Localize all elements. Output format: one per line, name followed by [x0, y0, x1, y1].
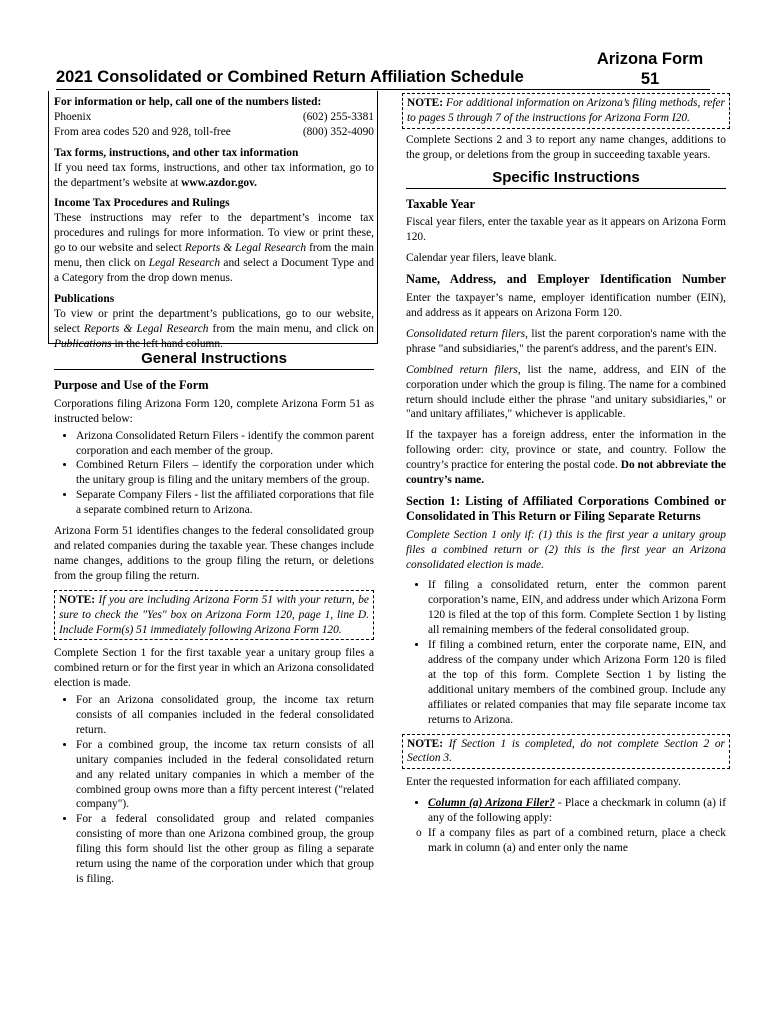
note-filing-label: NOTE: — [407, 97, 444, 109]
note-filing-text: For additional information on Arizona’s filing methods, refer to pages 5 through 7 of the instructions for Arizona Form I20. — [407, 97, 725, 124]
note-label: NOTE: — [59, 593, 96, 606]
column-a-label: Column (a) Arizona Filer? — [428, 797, 555, 810]
section1-general-bullet-list — [54, 693, 374, 887]
column-a-text: - Place a checkmark in column (a) if any of the following apply: — [428, 797, 726, 825]
phoenix-label: Phoenix — [54, 110, 92, 123]
form-title: 2021 Consolidated or Combined Return Affiliation Schedule — [56, 68, 524, 86]
rulings-italic-2: Legal Research — [148, 257, 221, 270]
purpose-heading: Purpose and Use of the Form — [54, 377, 209, 392]
website-link[interactable]: www.azdor.gov. — [181, 176, 257, 189]
name-address-heading — [406, 272, 726, 287]
changes-text: Arizona Form 51 identifies changes to the federal consolidated group and related companies during the taxable year. These changes include name changes, additions to the group filing the return, or deletions from the group filing the return. — [54, 525, 374, 582]
section1-right-bullet-1: • If filing a consolidated return, enter the common parent corporation’s name, EIN, and address under which Arizona Form 120 is filed at the top of this form. Complete Section 1 by listing all remaining members of the federal consolidated group. — [428, 578, 726, 638]
section1-general-bullet-3: • For a federal consolidated group and related companies consisting of more than one Arizona combined group, the group filing this form should list the other group as filing a separate return using the name of the corporation under which that group is filing. — [76, 812, 374, 887]
form-number — [570, 49, 730, 89]
note-section1-text: If Section 1 is completed, do not complete Section 2 or Section 3. — [407, 737, 725, 765]
rulings-text-3: and select a Document Type and a Category from the drop down menus. — [54, 257, 374, 284]
foreign-body: If the taxpayer has a foreign address, enter the information in the following order: city, province or state, and country. Follow the country’s practice for entering the postal code. — [406, 429, 726, 472]
section1-italic-text: Complete Section 1 only if: (1) this is the first year a unitary group files a combined return or (2) this is the first year an Arizona consolidated election is made. — [406, 528, 726, 571]
column-a-list — [406, 796, 726, 826]
note-section1 — [402, 734, 730, 770]
foreign-bold: Do not abbreviate the country’s name. — [406, 459, 726, 487]
note-include-form — [54, 590, 374, 641]
column-a-sub-item: o If a company files as part of a combined return, place a check mark in column (a) and enter only the name — [428, 826, 726, 856]
section1-right-bullet-list — [406, 578, 726, 727]
phoenix-row — [54, 110, 374, 125]
rulings-italic-1: Reports & Legal Research — [184, 242, 307, 255]
publications-text — [54, 307, 374, 352]
purpose-bullet-list — [54, 429, 374, 518]
rulings-text-2: from the main menu, then click on — [54, 242, 374, 270]
rulings-text — [54, 211, 374, 286]
consolidated-label: Consolidated return filers — [406, 327, 526, 340]
rulings-heading: Income Tax Procedures and Rulings — [54, 197, 230, 210]
pubs-text-1: To view or print the department’s publications, go to our website, select — [54, 307, 374, 335]
column-a-item — [428, 796, 726, 826]
area-code-label: From area codes 520 and 928, toll-free — [54, 125, 231, 138]
right-column — [406, 93, 726, 862]
pubs-italic-1: Reports & Legal Research — [84, 322, 209, 335]
requested-info-text: Enter the requested information for each affiliated company. — [406, 776, 681, 789]
purpose-bullet-2: • Combined Return Filers – identify the corporation under which the unitary group is filing and the unitary members of the group. — [76, 458, 374, 488]
note-text: If you are including Arizona Form 51 with your return, be sure to check the "Yes" box on Arizona Form 120, page 1, line D. Include Form(s) 51 immediately following Arizona Form 120. — [59, 593, 369, 636]
general-instructions-heading: General Instructions — [54, 352, 374, 370]
publications-heading: Publications — [54, 292, 115, 305]
foreign-address-text — [406, 428, 726, 488]
section1-general-bullet-2: • For a combined group, the income tax return consists of all unitary companies included in the federal consolidated return and any related unitary companies in which a member of the combined group owns more than a fifty percent interest ("related company"). — [76, 738, 374, 813]
left-column — [54, 95, 374, 358]
fiscal-year-text: Fiscal year filers, enter the taxable year as it appears on Arizona Form 120. — [406, 216, 726, 244]
section1-general-text: Complete Section 1 for the first taxable year a unitary group files a combined return or for the first year in which an Arizona consolidated election is made. — [54, 647, 374, 690]
header-rule — [56, 89, 710, 90]
form-number-line2: 51 — [640, 70, 660, 88]
taxable-year-heading: Taxable Year — [406, 196, 475, 211]
consolidated-filers-text — [406, 327, 726, 357]
name-address-heading-text: Name, Address, and Employer Identification Number — [406, 272, 726, 287]
help-heading: For information or help, call one of the numbers listed: — [54, 96, 322, 108]
consolidated-body: , list the parent corporation's name with the phrase "and subsidiaries," the parent's address, and the parent's EIN. — [406, 327, 727, 355]
purpose-bullet-3: • Separate Company Filers - list the affiliated corporations that file a separate combined return to Arizona. — [76, 488, 374, 518]
pubs-text-3: in the left hand column. — [111, 337, 223, 350]
tax-forms-text-body: If you need tax forms, instructions, and other tax information, go to the department’s website at — [54, 161, 374, 189]
section1-heading: Section 1: Listing of Affiliated Corporations Combined or Consolidated in This Return or Filing Separate Returns — [406, 493, 726, 523]
column-a-sub-list — [406, 826, 726, 856]
specific-instructions-heading: Specific Instructions — [406, 171, 726, 189]
combined-body: , list the name, address, and EIN of the corporation under which the group is filing. The name for a combined return should include either the phrase "and unitary subsidiaries," or "and unitary affiliates," whichever is applicable. — [406, 363, 726, 421]
combined-label: Combined return filers — [406, 363, 518, 376]
pubs-text-2: from the main menu, and click on — [208, 322, 374, 335]
sections23-text: Complete Sections 2 and 3 to report any name changes, additions to the group, or deletions from the group in succeeding taxable years. — [406, 133, 726, 161]
area-code-row — [54, 125, 374, 140]
name-text: Enter the taxpayer’s name, employer identification number (EIN), and address as it appears on Arizona Form 120. — [406, 292, 726, 319]
section1-right-bullet-2: • If filing a combined return, enter the corporate name, EIN, and address of the company under which Arizona Form 120 is filed at the top of this form. Complete Section 1 by listing the additional unitary members of the combined group. Include any affiliates or related companies that may file separate income tax returns to Arizona. — [428, 638, 726, 727]
combined-filers-text — [406, 363, 726, 423]
area-code-number: (800) 352-4090 — [302, 125, 374, 138]
purpose-bullet-1: • Arizona Consolidated Return Filers - identify the common parent corporation and each member of the group. — [76, 429, 374, 459]
note-section1-label: NOTE: — [407, 737, 444, 750]
rulings-text-1: These instructions may refer to the department’s income tax procedures and rulings for more information. To view or print these, go to our website and select — [54, 212, 374, 255]
purpose-intro: Corporations filing Arizona Form 120, complete Arizona Form 51 as instructed below: — [54, 397, 374, 425]
general-instructions — [54, 352, 374, 893]
note-filing-methods — [402, 93, 730, 129]
tax-forms-heading: Tax forms, instructions, and other tax information — [54, 146, 299, 159]
section1-general-bullet-1: • For an Arizona consolidated group, the income tax return consists of all companies included in the federal consolidated return. — [76, 693, 374, 738]
phoenix-number: (602) 255-3381 — [302, 110, 374, 123]
calendar-year-text: Calendar year filers, leave blank. — [406, 252, 557, 265]
tax-forms-text — [54, 161, 374, 191]
pubs-italic-2: Publications — [54, 337, 112, 350]
form-number-line1: Arizona Form — [596, 50, 704, 68]
